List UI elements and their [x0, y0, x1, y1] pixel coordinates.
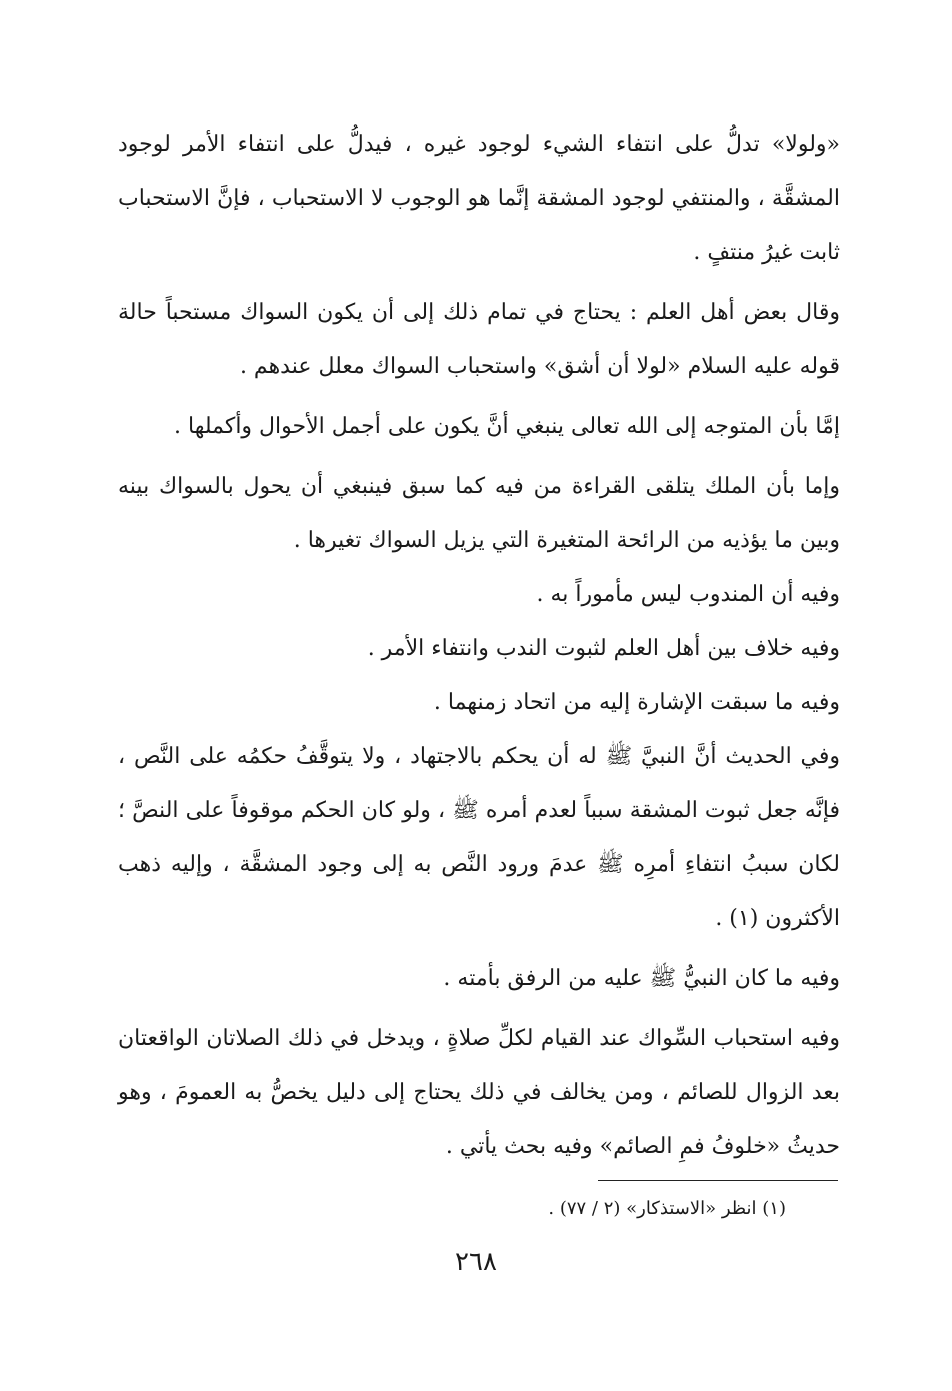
footnote-divider	[598, 1180, 838, 1181]
paragraph-6: وفيه خلاف بين أهل العلم لثبوت الندب وانتفاء الأمر .	[367, 636, 840, 661]
paragraph-8: وفي الحديث أنَّ النبيَّ ﷺ له أن يحكم بالاجتهاد ، ولا يتوقَّفُ حكمُه على النَّص ، فإنَّه جعل ثبوت المشقة سبباً لعدم أمره ﷺ ، ولو كان الحكم موقوفاً على النصَّ ؛ لكان سببُ انتفاءِ أمرِه ﷺ عدمَ ورود النَّص به إلى وجود المشقَّة ، وإليه ذهب الأكثرون (١) .	[118, 744, 840, 931]
paragraph-3: إمَّا بأن المتوجه إلى الله تعالى ينبغي أنَّ يكون على أجمل الأحوال وأكملها .	[174, 414, 840, 439]
paragraph-10: وفيه استحباب السِّواك عند القيام لكلِّ صلاةٍ ، ويدخل في ذلك الصلاتان الواقعتان بعد الزوال للصائم ، ومن يخالف في ذلك يحتاج إلى دليل يخصُّ به العمومَ ، وهو حديثُ «خلوفُ فمِ الصائم» وفيه بحث يأتي .	[118, 1026, 840, 1159]
paragraph-1: «ولولا» تدلُّ على انتفاء الشيء لوجود غيره ، فيدلُّ على انتفاء الأمر لوجود المشقَّة ، والمنتفي لوجود المشقة إنَّما هو الوجوب لا الاستحباب ، فإنَّ الاستحباب ثابت غيرُ منتفٍ .	[118, 132, 840, 265]
paragraph-9: وفيه ما كان النبيُّ ﷺ عليه من الرفق بأمته .	[443, 966, 840, 991]
paragraph-7: وفيه ما سبقت الإشارة إليه من اتحاد زمنهما .	[433, 690, 840, 715]
paragraph-2: وقال بعض أهل العلم : يحتاج في تمام ذلك إلى أن يكون السواك مستحباً حالة قوله عليه السلام «لولا أن أشق» واستحباب السواك معلل عندهم .	[118, 300, 840, 379]
paragraph-4: وإما بأن الملك يتلقى القراءة من فيه كما سبق فينبغي أن يحول بالسواك بينه وبين ما يؤذيه من الرائحة المتغيرة التي يزيل السواك تغيرها .	[118, 474, 840, 553]
footnote: (١) انظر «الاستذكار» (٢ / ٧٧) .	[548, 1198, 786, 1219]
paragraph-5: وفيه أن المندوب ليس مأموراً به .	[536, 582, 840, 607]
body-text	[118, 118, 840, 1174]
page-number: ٢٦٨	[455, 1247, 497, 1277]
